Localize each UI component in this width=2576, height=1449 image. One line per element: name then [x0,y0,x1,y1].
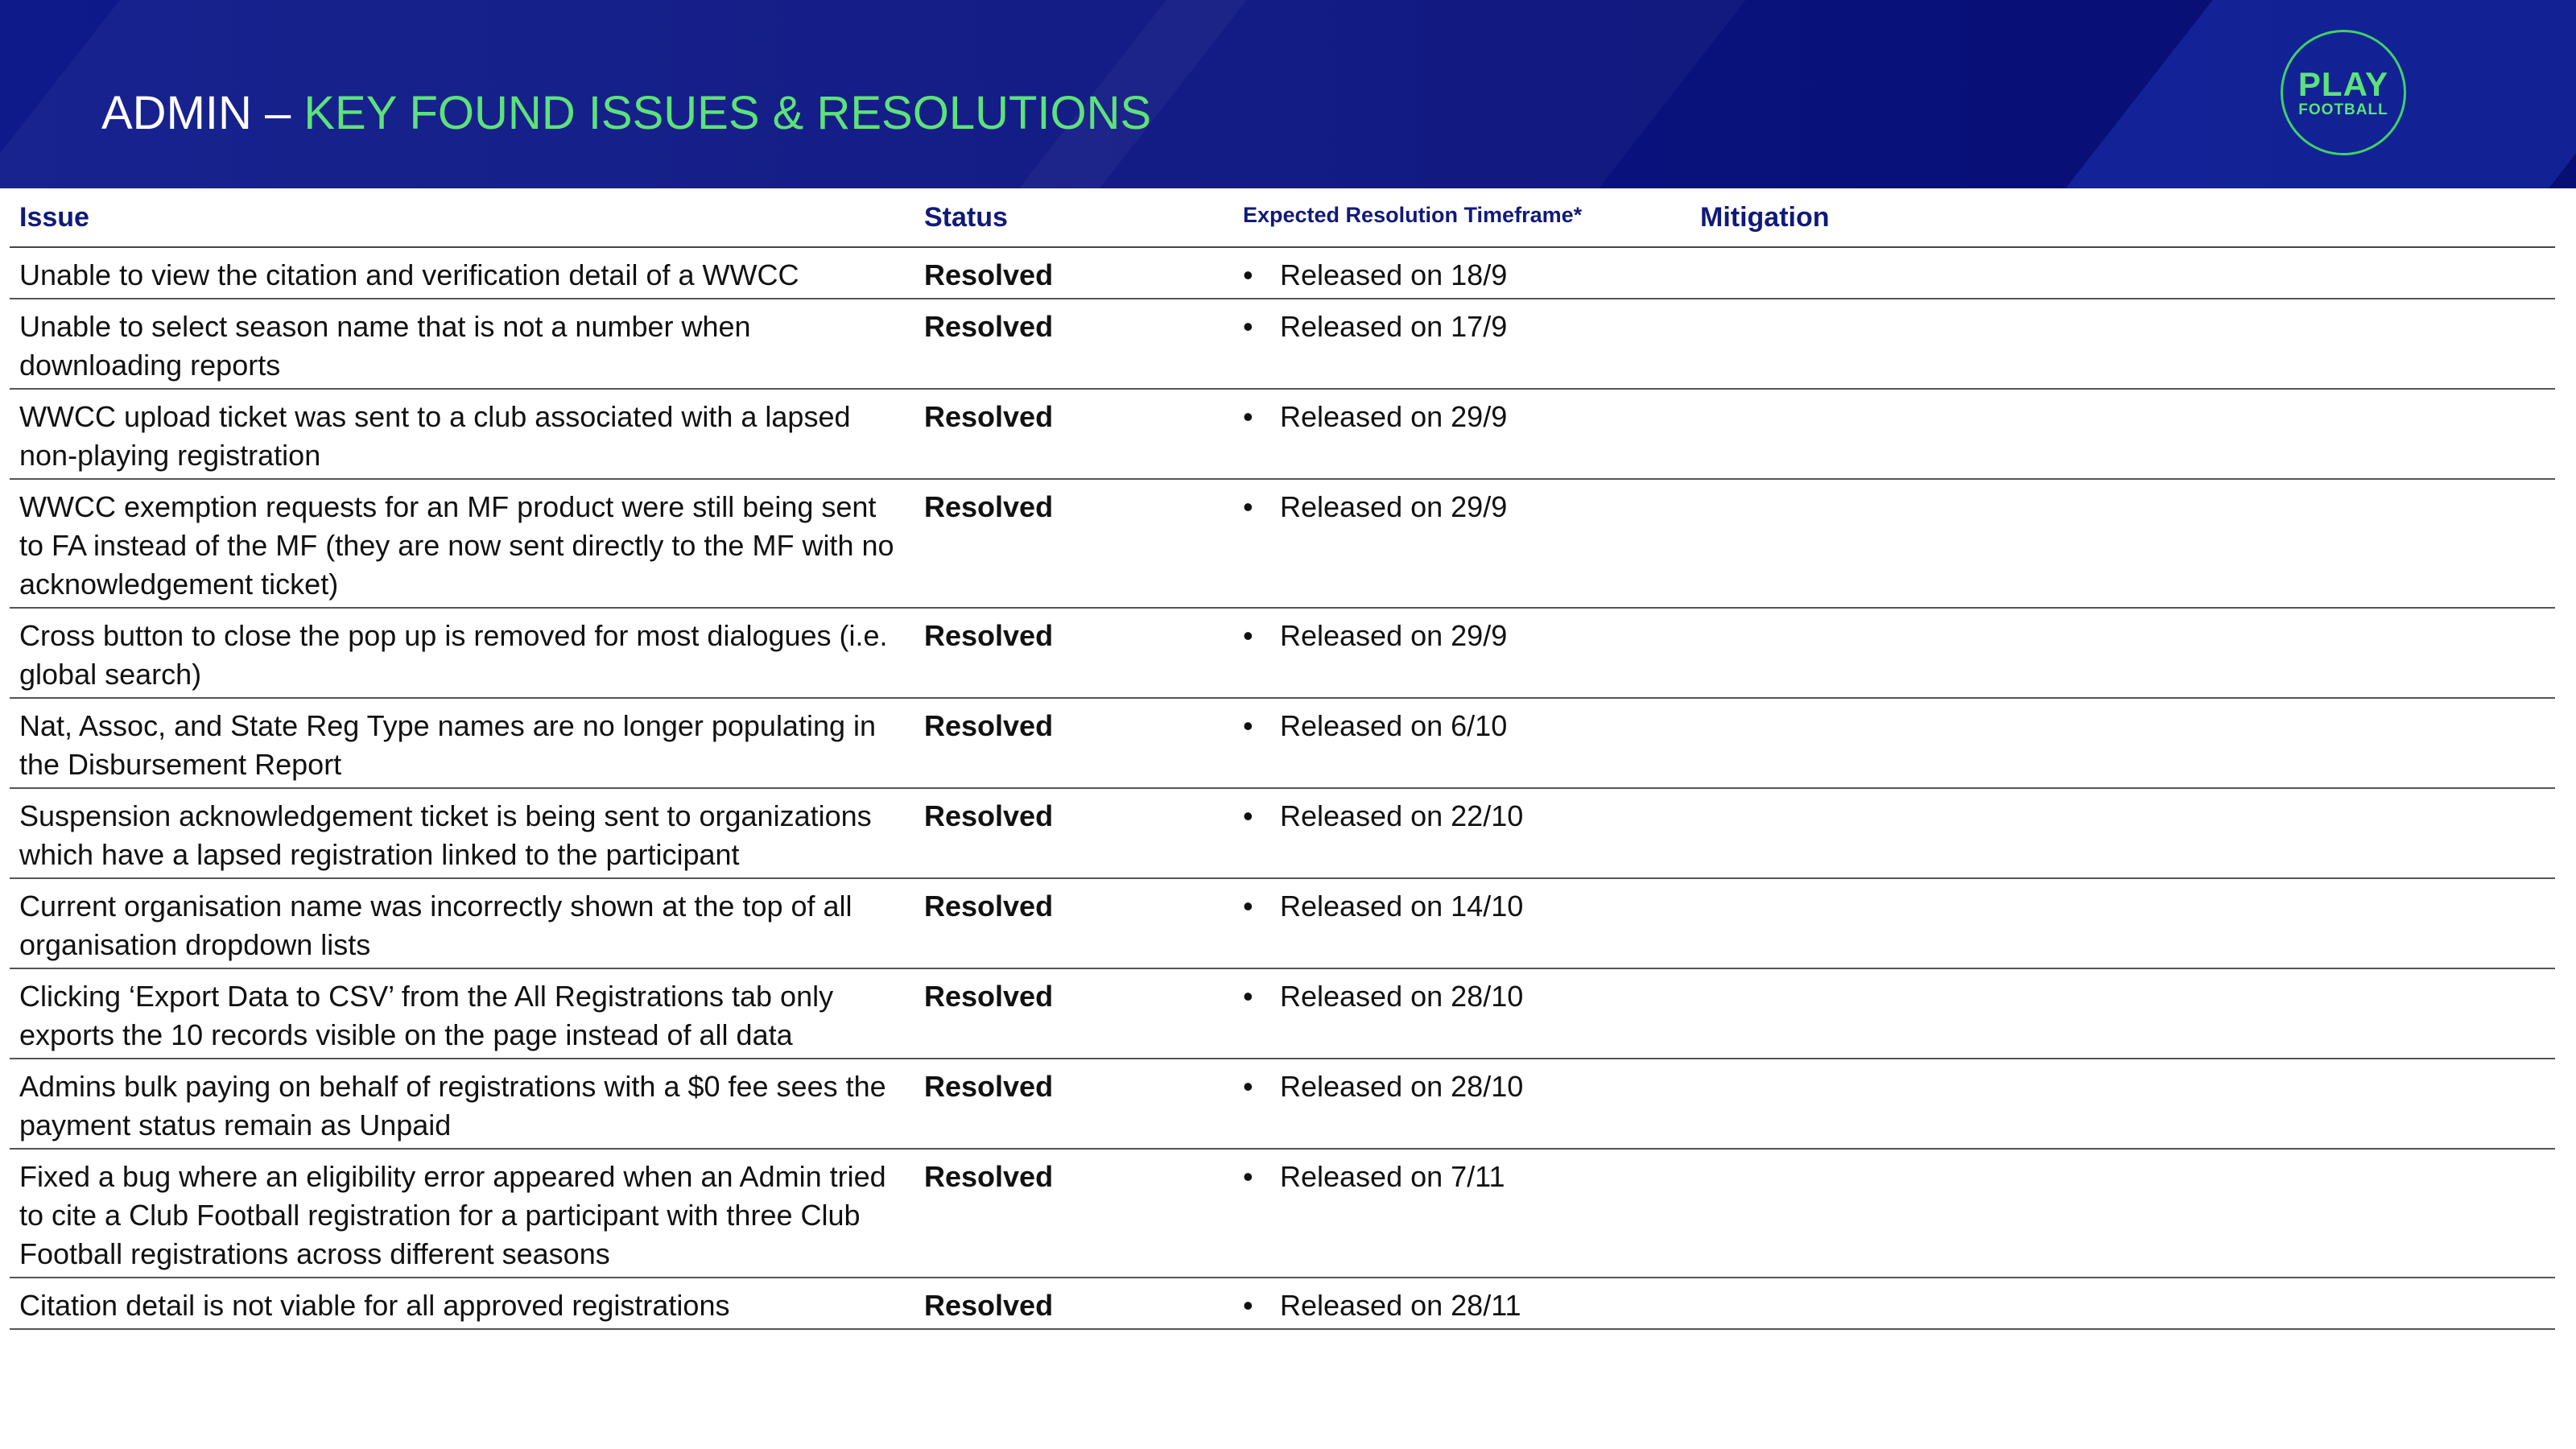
timeframe-cell [1233,968,1690,1059]
issue-cell: Admins bulk paying on behalf of registrations with a $0 fee sees the payment status remain as Unpaid [10,1059,914,1149]
status-badge: Resolved [914,299,1233,389]
status-badge: Resolved [914,608,1233,698]
timeframe-text: Released on 7/11 [1280,1160,1505,1193]
title-highlight: KEY FOUND ISSUES & RESOLUTIONS [303,87,1152,139]
issue-cell: Clicking ‘Export Data to CSV’ from the All Registrations tab only exports the 10 records visible on the page instead of all data [10,968,914,1059]
mitigation-cell [1690,698,2555,788]
column-header-issue: Issue [10,188,914,247]
status-badge: Resolved [914,878,1233,968]
status-badge: Resolved [914,479,1233,608]
timeframe-text: Released on 22/10 [1280,799,1524,832]
mitigation-cell [1690,299,2555,389]
bullet-icon: • [1243,799,1253,832]
mitigation-cell [1690,1278,2555,1329]
bullet-icon: • [1243,709,1253,742]
issues-table [10,188,2555,1330]
timeframe-cell [1233,1149,1690,1278]
table-row [10,878,2555,968]
timeframe-cell [1233,1278,1690,1329]
bullet-icon: • [1243,1070,1253,1103]
issue-cell: Unable to view the citation and verification detail of a WWCC [10,247,914,299]
status-badge: Resolved [914,968,1233,1059]
status-badge: Resolved [914,788,1233,878]
column-header-timeframe: Expected Resolution Timeframe* [1233,188,1690,247]
timeframe-text: Released on 29/9 [1280,490,1508,523]
timeframe-cell [1233,247,1690,299]
table-row [10,788,2555,878]
table-row [10,247,2555,299]
mitigation-cell [1690,247,2555,299]
timeframe-text: Released on 29/9 [1280,400,1508,433]
bullet-icon: • [1243,1289,1253,1322]
mitigation-cell [1690,968,2555,1059]
timeframe-cell [1233,299,1690,389]
issue-cell: Current organisation name was incorrectly shown at the top of all organisation dropdown lists [10,878,914,968]
timeframe-cell [1233,389,1690,479]
table-row [10,968,2555,1059]
status-badge: Resolved [914,1278,1233,1329]
mitigation-cell [1690,389,2555,479]
timeframe-text: Released on 17/9 [1280,310,1508,343]
table-header-row [10,188,2555,247]
mitigation-cell [1690,788,2555,878]
column-header-status: Status [914,188,1233,247]
table-row [10,479,2555,608]
mitigation-cell [1690,1149,2555,1278]
table-row [10,1059,2555,1149]
issue-cell: Fixed a bug where an eligibility error appeared when an Admin tried to cite a Club Football registration for a participant with three Club Football registrations across different seasons [10,1149,914,1278]
bullet-icon: • [1243,490,1253,523]
table-row [10,1278,2555,1329]
mitigation-cell [1690,878,2555,968]
timeframe-text: Released on 28/10 [1280,980,1524,1013]
status-badge: Resolved [914,247,1233,299]
logo-line-football: FOOTBALL [2298,101,2388,118]
timeframe-text: Released on 29/9 [1280,619,1508,652]
bullet-icon: • [1243,980,1253,1013]
issue-cell: Suspension acknowledgement ticket is being sent to organizations which have a lapsed registration linked to the participant [10,788,914,878]
status-badge: Resolved [914,1149,1233,1278]
timeframe-text: Released on 28/10 [1280,1070,1524,1103]
timeframe-text: Released on 18/9 [1280,258,1508,291]
bullet-icon: • [1243,619,1253,652]
bullet-icon: • [1243,258,1253,291]
table-row [10,389,2555,479]
table-row [10,1149,2555,1278]
timeframe-cell [1233,608,1690,698]
table-row [10,608,2555,698]
status-badge: Resolved [914,698,1233,788]
status-badge: Resolved [914,389,1233,479]
issue-cell: Unable to select season name that is not a number when downloading reports [10,299,914,389]
column-header-mitigation: Mitigation [1690,188,2555,247]
bullet-icon: • [1243,310,1253,343]
bullet-icon: • [1243,1160,1253,1193]
timeframe-text: Released on 28/11 [1280,1289,1521,1322]
status-badge: Resolved [914,1059,1233,1149]
issue-cell: WWCC upload ticket was sent to a club associated with a lapsed non-playing registration [10,389,914,479]
timeframe-cell [1233,479,1690,608]
issue-cell: WWCC exemption requests for an MF product were still being sent to FA instead of the MF (they are now sent directly to the MF with no acknowledgement ticket) [10,479,914,608]
mitigation-cell [1690,1059,2555,1149]
issue-cell: Cross button to close the pop up is removed for most dialogues (i.e. global search) [10,608,914,698]
timeframe-text: Released on 14/10 [1280,890,1524,923]
bullet-icon: • [1243,400,1253,433]
timeframe-text: Released on 6/10 [1280,709,1508,742]
timeframe-cell [1233,1059,1690,1149]
title-prefix: ADMIN – [101,87,304,139]
timeframe-cell [1233,698,1690,788]
mitigation-cell [1690,608,2555,698]
logo-line-play: PLAY [2297,65,2389,103]
slide-title [101,85,1151,142]
issue-cell: Citation detail is not viable for all approved registrations [10,1278,914,1329]
timeframe-cell [1233,878,1690,968]
play-football-logo [2281,30,2406,155]
bullet-icon: • [1243,890,1253,923]
table-row [10,698,2555,788]
issue-cell: Nat, Assoc, and State Reg Type names are no longer populating in the Disbursement Report [10,698,914,788]
slide-header [0,0,2576,188]
timeframe-cell [1233,788,1690,878]
issues-table-body [10,247,2555,1329]
table-row [10,299,2555,389]
mitigation-cell [1690,479,2555,608]
